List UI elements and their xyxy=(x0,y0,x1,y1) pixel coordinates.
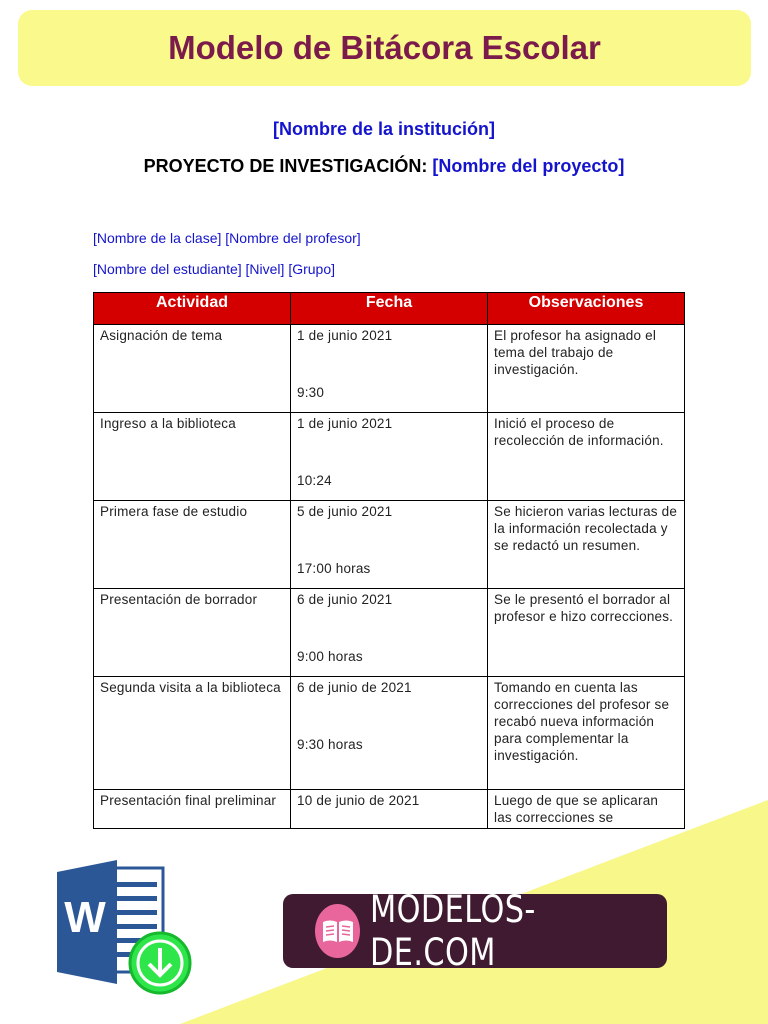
open-book-icon xyxy=(315,904,360,958)
header-date: Fecha xyxy=(291,293,488,325)
table-row xyxy=(94,589,685,677)
date-cell xyxy=(291,501,488,589)
time-text: 17:00 horas xyxy=(297,561,371,576)
activity-cell: Asignación de tema xyxy=(94,325,291,413)
activity-cell: Primera fase de estudio xyxy=(94,501,291,589)
project-name: [Nombre del proyecto] xyxy=(432,156,625,176)
table-row xyxy=(94,413,685,501)
date-cell xyxy=(291,790,488,829)
activity-cell: Segunda visita a la biblioteca xyxy=(94,677,291,790)
observation-cell: Inició el proceso de recolección de información. xyxy=(488,413,685,501)
date-cell xyxy=(291,325,488,413)
time-text: 9:30 xyxy=(297,385,325,400)
observation-cell: Se le presentó el borrador al profesor e hizo correcciones. xyxy=(488,589,685,677)
date-text: 6 de junio de 2021 xyxy=(297,680,412,695)
date-text: 1 de junio 2021 xyxy=(297,328,393,343)
table-header-row xyxy=(94,293,685,325)
date-text: 5 de junio 2021 xyxy=(297,504,393,519)
institution-name: [Nombre de la institución] xyxy=(272,119,495,139)
time-text: 9:00 horas xyxy=(297,649,363,664)
date-text: 1 de junio 2021 xyxy=(297,416,393,431)
page-title: Modelo de Bitácora Escolar xyxy=(168,29,601,66)
brand-banner[interactable] xyxy=(283,888,667,974)
header-activity: Actividad xyxy=(94,293,291,325)
student-level-group-line: [Nombre del estudiante] [Nivel] [Grupo] xyxy=(93,261,336,277)
activity-cell: Presentación final preliminar xyxy=(94,790,291,829)
project-line xyxy=(0,156,768,177)
observation-cell: Se hicieron varias lecturas de la información recolectada y se redactó un resumen. xyxy=(488,501,685,589)
header-observations: Observaciones xyxy=(488,293,685,325)
observation-cell: Luego de que se aplicaran las correcciones se xyxy=(488,790,685,829)
svg-text:W: W xyxy=(64,893,106,942)
word-download-icon[interactable] xyxy=(57,858,197,998)
table-row xyxy=(94,790,685,829)
date-cell xyxy=(291,589,488,677)
date-cell xyxy=(291,677,488,790)
time-text: 9:30 horas xyxy=(297,737,363,752)
table-row xyxy=(94,325,685,413)
observation-cell: Tomando en cuenta las correcciones del profesor se recabó nueva información para complementar la investigación. xyxy=(488,677,685,790)
project-label: PROYECTO DE INVESTIGACIÓN: xyxy=(143,156,428,176)
activity-cell: Presentación de borrador xyxy=(94,589,291,677)
date-text: 6 de junio 2021 xyxy=(297,592,393,607)
table-row xyxy=(94,501,685,589)
activity-cell: Ingreso a la biblioteca xyxy=(94,413,291,501)
class-teacher-line: [Nombre de la clase] [Nombre del profesor] xyxy=(93,230,361,246)
time-text: 10:24 xyxy=(297,473,332,488)
title-banner xyxy=(18,10,751,86)
brand-text: MODELOS-DE.COM xyxy=(370,888,536,974)
log-table xyxy=(93,292,685,829)
table-row xyxy=(94,677,685,790)
date-text: 10 de junio de 2021 xyxy=(297,793,420,808)
date-cell xyxy=(291,413,488,501)
observation-cell: El profesor ha asignado el tema del trabajo de investigación. xyxy=(488,325,685,413)
